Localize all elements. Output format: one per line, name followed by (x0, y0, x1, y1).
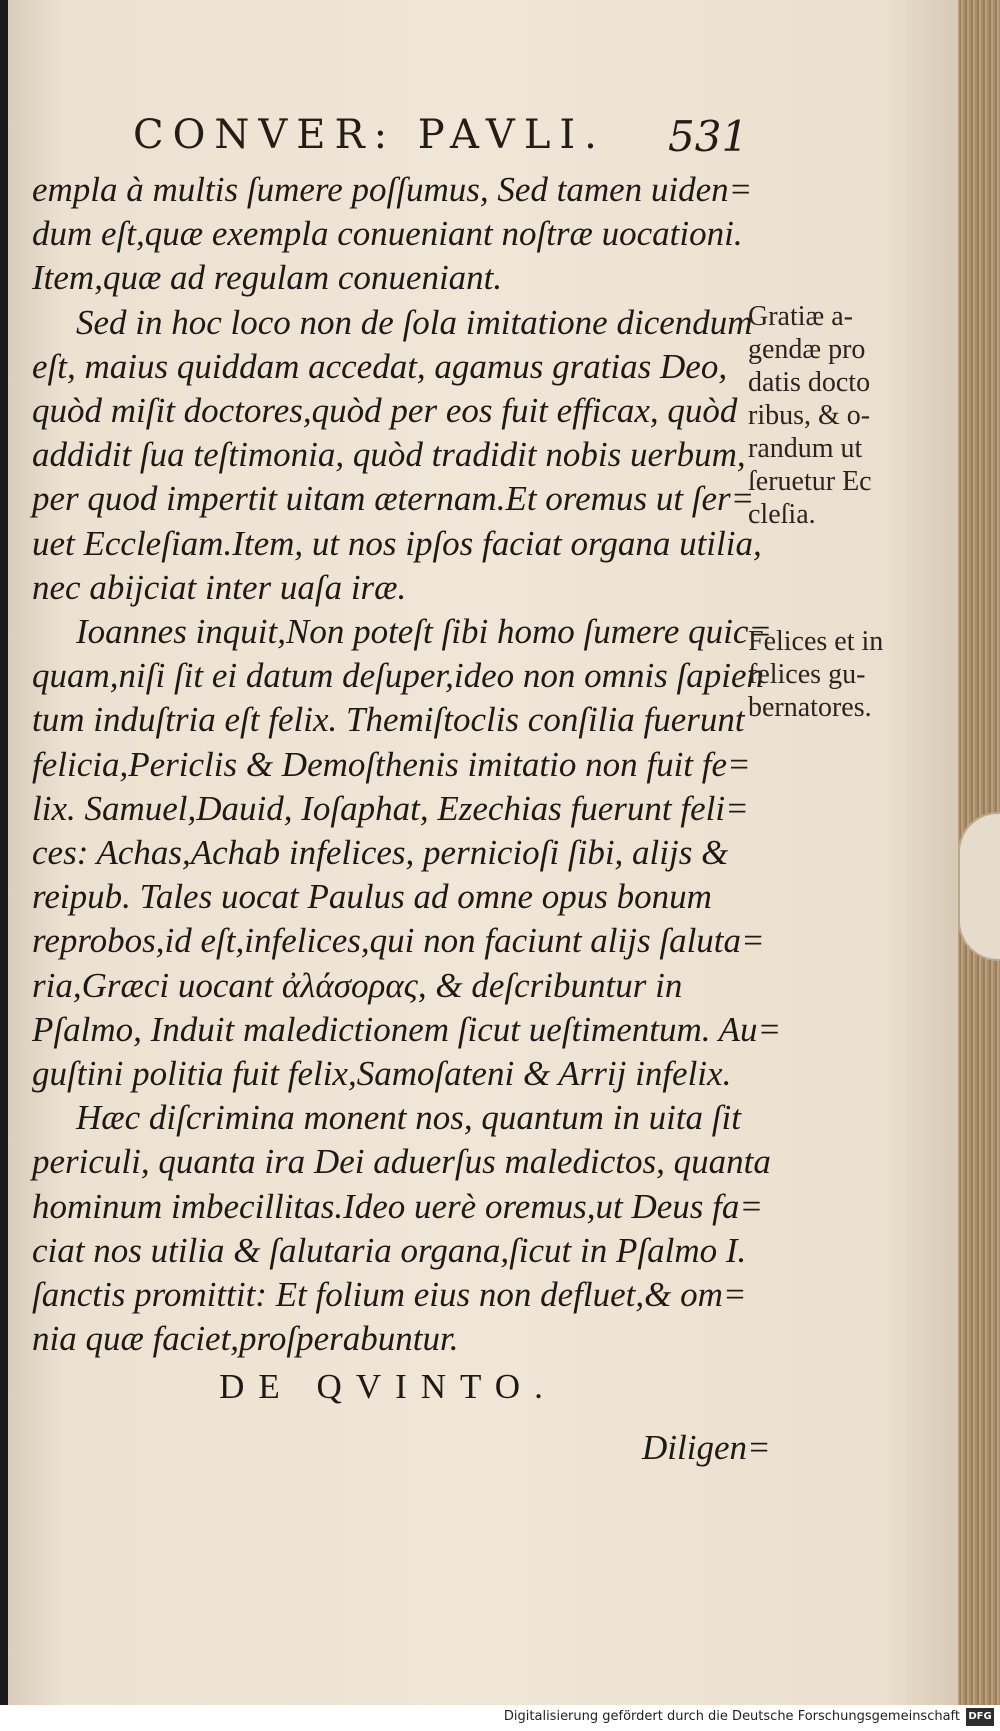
margin-note-line: Gratiæ a- (748, 301, 853, 332)
text-line: per quod impertit uitam æternam.Et oremus ut ſer= (32, 479, 755, 519)
text-line: Hæc diſcrimina monent nos, quantum in uita ſit (76, 1098, 741, 1138)
text-line: Item,quæ ad regulam conueniant. (32, 258, 503, 298)
text-line: guſtini politia fuit felix,Samoſateni & Arrij infelix. (32, 1054, 732, 1094)
margin-note-line: ribus, & o- (748, 400, 871, 431)
text-line: reprobos,id eſt,infelices,qui non faciunt alijs ſaluta= (32, 921, 765, 961)
margin-note-line: datis docto (748, 367, 871, 398)
text-line: Ioannes inquit,Non poteſt ſibi homo ſumere quic= (76, 612, 773, 652)
margin-note-gratiae (748, 300, 918, 531)
text-line: nia quæ faciet,proſperabuntur. (32, 1319, 459, 1359)
text-line: Sed in hoc loco non de ſola imitatione dicendum (76, 302, 753, 342)
page-number: 531 (668, 112, 749, 161)
margin-note-line: cleſia. (748, 499, 816, 530)
page-tab (958, 812, 1000, 961)
margin-note-line: felices gu- (748, 659, 866, 690)
running-head: CONVER: PAVLI. (133, 112, 606, 158)
text-line: ria,Græci uocant ἀλάσορας, & deſcribuntur in (32, 965, 683, 1005)
text-line: addidit ſua teſtimonia, quòd tradidit nobis uerbum, (32, 435, 746, 475)
text-line: dum eſt,quæ exempla conueniant noſtræ uocationi. (32, 214, 743, 254)
margin-note-line: Felices et in (748, 626, 884, 657)
text-line: nec abijciat inter uaſa iræ. (32, 567, 407, 607)
body-text (32, 168, 782, 1410)
text-line: lix. Samuel,Dauid, Ioſaphat, Ezechias fuerunt feli= (32, 788, 749, 828)
text-line: eſt, maius quiddam accedat, agamus gratias Deo, (32, 346, 728, 386)
text-line: quam,niſi ſit ei datum deſuper,ideo non omnis ſapien (32, 656, 765, 696)
text-line: empla à multis ſumere poſſumus, Sed tamen uiden= (32, 170, 753, 209)
text-line: Pſalmo, Induit maledictionem ſicut ueſtimentum. Au= (32, 1009, 782, 1049)
text-line: quòd miſit doctores,quòd per eos fuit efficax, quòd (32, 391, 738, 431)
margin-note-line: randum ut (748, 433, 863, 464)
dfg-logo-icon: DFG (966, 1708, 994, 1726)
margin-note-felices (748, 625, 918, 724)
margin-note-line: bernatores. (748, 692, 872, 723)
text-line: reipub. Tales uocat Paulus ad omne opus bonum (32, 877, 712, 917)
text-line: ſanctis promittit: Et folium eius non defluet,& om= (32, 1275, 747, 1315)
footer-bar (0, 1705, 1000, 1731)
text-line: tum induſtria eſt felix. Themiſtoclis conſilia fuerunt (32, 700, 745, 740)
footer-credit: Digitalisierung gefördert durch die Deutsche Forschungsgemeinschaft (503, 1709, 960, 1724)
margin-note-line: ſeruetur Ec (748, 466, 872, 497)
section-heading: DE QVINTO. (219, 1367, 557, 1407)
book-page (8, 0, 960, 1705)
page-header (8, 112, 748, 162)
margin-note-line: gendæ pro (748, 334, 866, 365)
text-line: ciat nos utilia & ſalutaria organa,ſicut in Pſalmo I. (32, 1230, 747, 1270)
text-line: felicia,Periclis & Demoſthenis imitatio non fuit fe= (32, 744, 751, 784)
text-line: ces: Achas,Achab infelices, pernicioſi ſibi, alijs & (32, 833, 729, 873)
catchword: Diligen= (642, 1428, 771, 1467)
text-line: periculi, quanta ira Dei aduerſus maledictos, quanta (32, 1142, 771, 1182)
text-line: uet Eccleſiam.Item, ut nos ipſos faciat organa utilia, (32, 523, 762, 563)
text-line: hominum imbecillitas.Ideo uerè oremus,ut Deus fa= (32, 1186, 763, 1226)
